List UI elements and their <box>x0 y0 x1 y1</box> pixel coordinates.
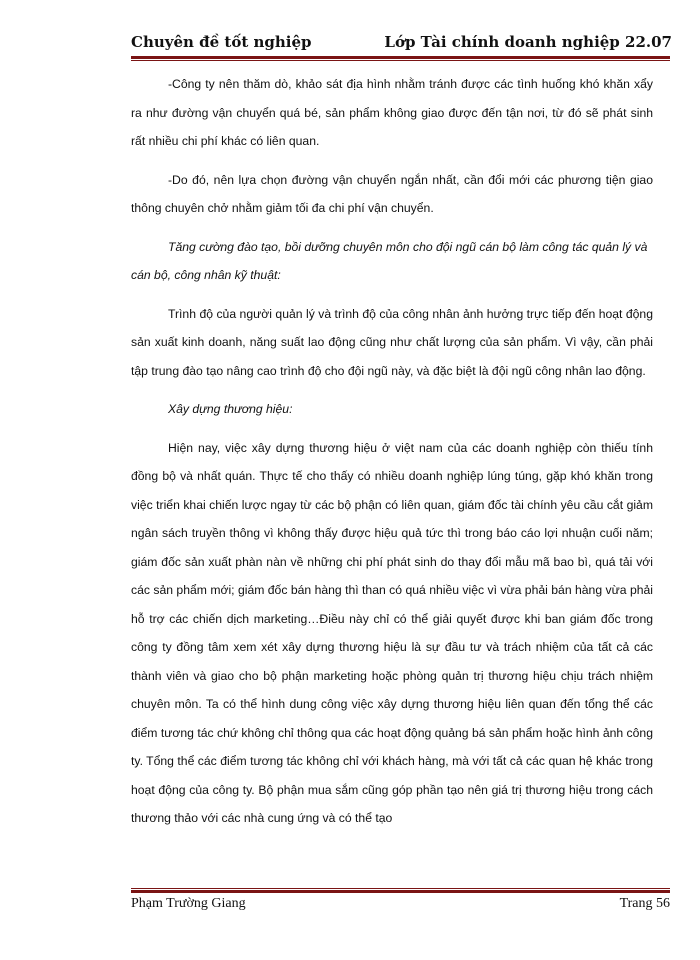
page-body <box>131 70 653 833</box>
section-heading-training: Tăng cường đào tạo, bồi dưỡng chuyên môn cho đội ngũ cán bộ làm công tác quản lý và cán bộ, công nhân kỹ thuật: <box>131 239 648 282</box>
footer-rule-thick <box>131 890 670 893</box>
paragraph-1: -Công ty nên thăm dò, khảo sát địa hình nhằm tránh được các tình huống khó khăn xẩy ra như đường vận chuyển quá bé, sản phẩm không giao được đến tận nơi, từ đó sẽ phát sinh rất nhiều chi phí khác có liên quan. <box>131 77 653 148</box>
paragraph-2: -Do đó, nên lựa chọn đường vận chuyển ngắn nhất, cần đổi mới các phương tiện giao thông chuyên chở nhằm giảm tối đa chi phí vận chuyển. <box>131 172 653 215</box>
footer-page-number: Trang 56 <box>619 896 670 911</box>
paragraph-3: Trình độ của người quản lý và trình độ của công nhân ảnh hưởng trực tiếp đến hoạt động sản xuất kinh doanh, năng suất lao động cũng như chất lượng của sản phẩm. Vì vậy, cần phải tập trung đào tạo nâng cao trình độ cho đội ngũ này, và đặc biệt là đội ngũ công nhân lao động. <box>131 306 653 378</box>
page-header <box>131 33 672 55</box>
header-left-title: Chuyên đề tốt nghiệp <box>131 33 312 51</box>
paragraph-4: Hiện nay, việc xây dựng thương hiệu ở việt nam của các doanh nghiệp còn thiếu tính đồng bộ và nhất quán. Thực tế cho thấy có nhiều doanh nghiệp lúng túng, gặp khó khăn trong việc triển khai chiến lược ngay từ các bộ phận có liên quan, giám đốc tài chính yêu cầu cắt giảm ngân sách truyền thông vì không thấy được hiệu quả tức thì trong báo cáo lợi nhuận cuối năm; giám đốc sản xuất phàn nàn về những chi phí phát sinh do thay đổi mẫu mã bao bì, quá tải với các sản phẩm mới; giám đốc bán hàng thì than có quá nhiều việc vì vừa phải bán hàng vừa phải hỗ trợ các chiến dịch marketing…Điều này chỉ có thể giải quyết được khi ban giám đốc trong công ty đồng tâm xem xét xây dựng thương hiệu là sự đầu tư và trách nhiệm của tất cả các thành viên và giao cho bộ phận marketing hoặc phòng quản trị thương hiệu chịu trách nhiệm chuyên môn. Ta có thể hình dung công việc xây dựng thương hiệu liên quan đến tổng thể các điểm tương tác chứ không chỉ thông qua các hoạt động quảng bá sản phẩm hoặc hình ảnh công ty. Tổng thể các điểm tương tác không chỉ với khách hàng, mà với tất cả các quan hệ khác trong hoạt động của công ty. Bộ phận mua sắm cũng góp phần tạo nên giá trị thương hiệu trong cách thương thảo với các nhà cung ứng và có thể tạo <box>131 440 653 825</box>
footer-rule-thin <box>131 888 670 889</box>
page-footer <box>131 896 670 916</box>
header-rule-thin <box>131 60 670 61</box>
section-heading-branding: Xây dựng thương hiệu: <box>168 402 293 416</box>
footer-author: Phạm Trường Giang <box>131 896 246 911</box>
header-right-title: Lớp Tài chính doanh nghiệp 22.07 <box>384 33 672 51</box>
header-rule-thick <box>131 56 670 59</box>
